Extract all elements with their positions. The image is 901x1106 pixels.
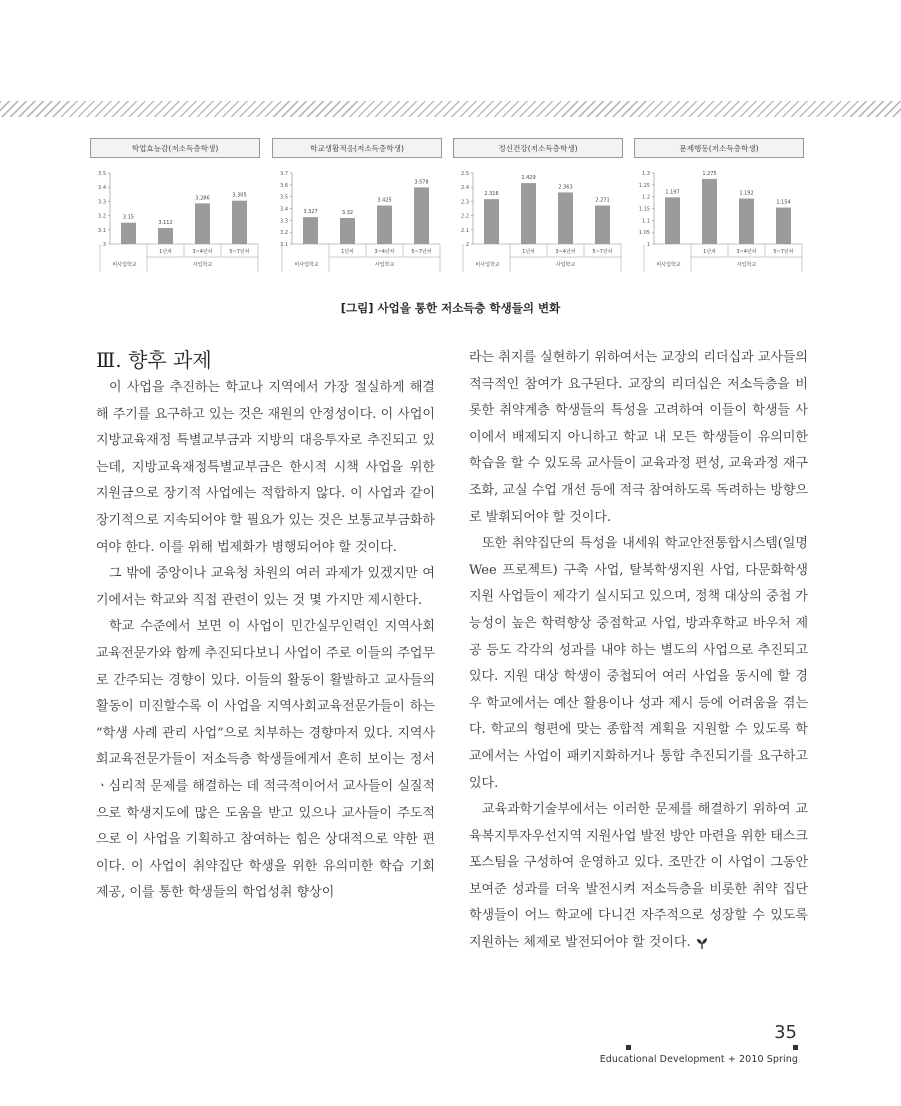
- y-tick-label: 3.1: [280, 242, 288, 248]
- bar-value-label: 1.192: [739, 190, 754, 197]
- paragraph-text: 교육과학기술부에서는 이러한 문제를 해결하기 위하여 교육복지투자우선지역 지원사업 발전 방안 마련을 위한 태스크 포스팀을 구성하여 운영하고 있다. 조만간 이 사업이 그동안 보여준 성과를 더욱 발전시켜 저소득층을 비롯한 취약 집단 학생들이 어느 학교에 다니건 자주적으로 성장할 수 있도록 지원하는 체제로 발전되어야 할 것이다.: [469, 802, 808, 951]
- bar: [558, 192, 573, 244]
- bar: [521, 183, 536, 244]
- category-label: 3~4년차: [374, 249, 395, 255]
- y-tick-label: 3.2: [280, 230, 288, 237]
- bar: [484, 199, 499, 244]
- y-tick-label: 3.6: [280, 182, 288, 189]
- category-label: 3~4년차: [555, 249, 576, 255]
- y-tick-label: 1.15: [638, 206, 650, 213]
- category-label: 1년차: [159, 249, 172, 255]
- group-label: 사업학교: [555, 262, 576, 268]
- left-column: [96, 345, 435, 907]
- group-label: 사업학교: [736, 262, 757, 268]
- y-tick-label: 2.3: [461, 199, 469, 206]
- bar-value-label: 3.112: [158, 220, 173, 227]
- chart-svg: [453, 138, 623, 288]
- category-label: 3~4년차: [192, 249, 213, 255]
- bar: [665, 197, 680, 244]
- paragraph: 라는 취지를 실현하기 위하여서는 교장의 리더십과 교사들의 적극적인 참여가 요구된다. 교장의 리더십은 저소득층을 비롯한 취약계층 학생들의 특성을 고려하여 이들이 학생들 사이에서 배제되지 아니하고 학교 내 모든 학생들이 유의미한 학습을 할 수 있도록 교사들이 교육과정 편성, 교육과정 재구조화, 교실 수업 개선 등에 적극 참여하도록 독려하는 방향으로 발휘되어야 할 것이다.: [469, 350, 808, 525]
- bar: [776, 208, 791, 244]
- chart-title: 학교생활적응(저소득층학생): [272, 138, 442, 158]
- bar-value-label: 3.578: [414, 179, 429, 186]
- y-tick-label: 3.3: [280, 218, 288, 225]
- page-number: 35: [774, 1022, 797, 1043]
- figure-caption-text: 사업을 통한 저소득층 학생들의 변화: [373, 301, 561, 315]
- category-label: 5~7년차: [592, 249, 613, 255]
- chart-svg: [272, 138, 442, 288]
- bar: [121, 223, 136, 244]
- y-tick-label: 2: [465, 242, 469, 248]
- category-label: 5~7년차: [411, 249, 432, 255]
- y-tick-label: 3.4: [280, 206, 288, 213]
- y-tick-label: 3: [102, 242, 106, 248]
- figure-charts: [90, 138, 806, 288]
- bar: [232, 201, 247, 244]
- y-tick-label: 2.4: [461, 185, 469, 192]
- bar: [414, 187, 429, 244]
- paragraph: 학교 수준에서 보면 이 사업이 민간실무인력인 지역사회교육전문가와 함께 추진되다보니 사업이 주로 이들의 주업무로 간주되는 경향이 있다. 이들의 활동이 활발하고 교사들의 활동이 미진할수록 이 사업을 지역사회교육전문가들이 하는 “학생 사례 관리 사업”으로 치부하는 경향마저 있다. 지역사회교육전문가들이 저소득층 학생들에게서 흔히 보이는 정서ㆍ심리적 문제를 해결하는 데 적극적이어서 교사들이 실질적으로 학생지도에 많은 도움을 받고 있으나 교사들이 주도적으로 이 사업을 기획하고 참여하는 힘은 상대적으로 약한 편이다. 이 사업이 취약집단 학생을 위한 유의미한 학습 기회 제공, 이를 통한 학생들의 학업성취 향상이: [96, 619, 435, 901]
- decorative-hatch-band: [0, 101, 901, 117]
- bar: [739, 199, 754, 244]
- bar-value-label: 1.197: [665, 189, 680, 196]
- bar-value-label: 2.316: [484, 191, 499, 198]
- chart-mental-health: [453, 138, 623, 288]
- y-tick-label: 1.3: [642, 171, 650, 177]
- y-tick-label: 1.1: [642, 218, 650, 225]
- bar-value-label: 2.271: [595, 197, 610, 204]
- chart-title: 학업효능감(저소득층학생): [90, 138, 260, 158]
- paragraph: 이 사업을 추진하는 학교나 지역에서 가장 절실하게 해결해 주기를 요구하고 있는 것은 재원의 안정성이다. 이 사업이 지방교육재정 특별교부금과 지방의 대응투자로 추진되고 있는데, 지방교육재정특별교부금은 한시적 시책 사업을 위한 지원금으로 장기적 사업에는 적합하지 않다. 이 사업과 같이 장기적으로 지속되어야 할 필요가 있는 것은 보통교부금화하여야 한다. 이를 위해 법제화가 병행되어야 할 것이다.: [96, 380, 435, 555]
- group-label: 비사업학교: [294, 262, 319, 268]
- y-tick-label: 3.5: [280, 194, 288, 201]
- y-tick-label: 2.2: [461, 213, 469, 220]
- bar-value-label: 2.429: [521, 175, 536, 182]
- chart-title: 정신건강(저소득층학생): [453, 138, 623, 158]
- y-tick-label: 3.3: [98, 199, 106, 206]
- group-label: 사업학교: [374, 262, 395, 268]
- footer-square-left: [626, 1045, 631, 1050]
- chart-title: 문제행동(저소득층학생): [634, 138, 804, 158]
- group-label: 사업학교: [192, 262, 213, 268]
- right-column: [469, 345, 808, 957]
- footer-journal: Educational Development + 2010 Spring: [599, 1054, 798, 1065]
- bar-value-label: 1.154: [776, 199, 791, 206]
- y-tick-label: 1.25: [638, 182, 650, 189]
- bar-value-label: 1.275: [702, 170, 717, 177]
- bar: [377, 206, 392, 244]
- bar-value-label: 3.327: [303, 209, 318, 216]
- group-label: 비사업학교: [112, 262, 137, 268]
- figure-caption: [0, 300, 901, 316]
- category-label: 1년차: [522, 249, 535, 255]
- group-label: 비사업학교: [656, 262, 681, 268]
- y-tick-label: 3.7: [280, 171, 288, 177]
- category-label: 5~7년차: [773, 249, 794, 255]
- bar: [340, 218, 355, 244]
- y-tick-label: 3.1: [98, 227, 106, 234]
- y-tick-label: 2.1: [461, 227, 469, 234]
- bar: [595, 206, 610, 244]
- category-label: 1년차: [341, 249, 354, 255]
- y-tick-label: 1: [646, 242, 650, 248]
- category-label: 3~4년차: [736, 249, 757, 255]
- bar-value-label: 3.15: [122, 214, 135, 221]
- bar-value-label: 2.363: [558, 184, 573, 191]
- category-label: 5~7년차: [229, 249, 250, 255]
- footer-square-right: [793, 1045, 798, 1050]
- bar: [303, 217, 318, 244]
- figure-caption-tag: [그림]: [340, 301, 374, 315]
- bar-value-label: 3.425: [377, 197, 392, 204]
- bar: [195, 203, 210, 244]
- leaf-end-mark-icon: [695, 936, 709, 950]
- chart-svg: [90, 138, 260, 288]
- chart-svg: [634, 138, 804, 288]
- paragraph: 그 밖에 중앙이나 교육청 차원의 여러 과제가 있겠지만 여기에서는 학교와 직접 관련이 있는 것 몇 가지만 제시한다.: [96, 566, 435, 608]
- group-label: 비사업학교: [475, 262, 500, 268]
- bar-value-label: 3.32: [341, 209, 354, 216]
- y-tick-label: 3.2: [98, 213, 106, 220]
- y-tick-label: 3.5: [98, 171, 106, 177]
- y-tick-label: 1.2: [642, 194, 650, 201]
- bar-value-label: 3.286: [195, 195, 210, 202]
- category-label: 1년차: [703, 249, 716, 255]
- y-tick-label: 3.4: [98, 185, 106, 192]
- bar: [702, 179, 717, 244]
- section-title: Ⅲ. 향후 과제: [96, 348, 212, 372]
- y-tick-label: 2.5: [461, 171, 469, 177]
- bar: [158, 228, 173, 244]
- chart-academic-efficacy: [90, 138, 260, 288]
- y-tick-label: 1.05: [638, 230, 650, 237]
- paragraph: 또한 취약집단의 특성을 내세워 학교안전통합시스템(일명 Wee 프로젝트) 구축 사업, 탈북학생지원 사업, 다문화학생 지원 사업들이 제각기 실시되고 있으며, 정책 대상의 중첩 가능성이 높은 학력향상 중점학교 사업, 방과후학교 바우처 제공 등도 각각의 성과를 내야 하는 별도의 사업으로 추진되고 있다. 지원 대상 학생이 중첩되어 여러 사업을 동시에 할 경우 학교에서는 예산 활용이나 성과 제시 등에 어려움을 겪는다. 학교의 형편에 맞는 종합적 계획을 지원할 수 있도록 학교에서는 사업이 패키지화하거나 통합 추진되기를 요구하고 있다.: [469, 536, 808, 791]
- chart-school-adjustment: [272, 138, 442, 288]
- paragraph: [469, 797, 808, 957]
- chart-problem-behavior: [634, 138, 804, 288]
- bar-value-label: 3.305: [232, 192, 247, 199]
